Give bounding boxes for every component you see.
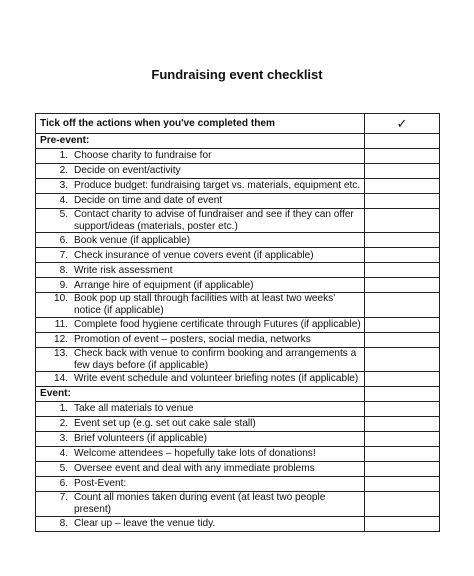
item-text: Event set up (e.g. set out cake sale stall)	[74, 418, 256, 430]
checklist-item	[36, 149, 440, 164]
tick-cell[interactable]	[365, 194, 440, 209]
item-text: Check insurance of venue covers event (if applicable)	[74, 249, 314, 261]
item-cell	[36, 372, 365, 387]
item-cell	[36, 447, 365, 462]
checklist-item	[36, 462, 440, 477]
item-text: Write risk assessment	[74, 264, 173, 276]
tick-cell[interactable]	[365, 248, 440, 263]
item-text: Write event schedule and volunteer briefing notes (if applicable)	[74, 373, 359, 385]
item-number: 3.	[59, 180, 68, 192]
item-cell	[36, 233, 365, 248]
checklist-item	[36, 447, 440, 462]
checklist-item	[36, 263, 440, 278]
item-text: Arrange hire of equipment (if applicable)	[74, 279, 254, 291]
checklist-table	[35, 113, 440, 532]
tick-cell[interactable]	[365, 477, 440, 492]
tick-cell[interactable]	[365, 209, 440, 233]
header-label: Tick off the actions when you've completed them	[36, 114, 365, 134]
item-cell	[36, 462, 365, 477]
tick-cell[interactable]	[365, 179, 440, 194]
item-cell	[36, 179, 365, 194]
checklist-item	[36, 347, 440, 371]
item-text: Book venue (if applicable)	[74, 234, 191, 246]
item-cell	[36, 293, 365, 317]
checklist-item	[36, 317, 440, 332]
item-number: 4.	[59, 195, 68, 207]
item-cell	[36, 248, 365, 263]
checklist-item	[36, 278, 440, 293]
tick-cell[interactable]	[365, 402, 440, 417]
tick-cell[interactable]	[365, 387, 440, 402]
item-cell	[36, 317, 365, 332]
checklist-item	[36, 402, 440, 417]
item-number: 1.	[59, 150, 68, 162]
checklist-item	[36, 209, 440, 233]
item-text: Promotion of event – posters, social media, networks	[74, 333, 311, 345]
item-text: Decide on time and date of event	[74, 195, 223, 207]
tick-cell[interactable]	[365, 447, 440, 462]
checklist-item	[36, 477, 440, 492]
tick-cell[interactable]	[365, 516, 440, 531]
tick-cell[interactable]	[365, 317, 440, 332]
checklist-item	[36, 164, 440, 179]
item-text: Oversee event and deal with any immediate problems	[74, 463, 315, 475]
item-number: 7.	[59, 492, 68, 504]
item-text: Decide on event/activity	[74, 165, 181, 177]
checklist-item	[36, 492, 440, 516]
item-cell	[36, 332, 365, 347]
tick-cell[interactable]	[365, 432, 440, 447]
item-text: Contact charity to advise of fundraiser and see if they can offer support/ideas (materials, poster etc.)	[74, 209, 354, 232]
item-cell	[36, 347, 365, 371]
item-text: Check back with venue to confirm booking and arrangements a few days before (if applicable)	[74, 347, 357, 371]
tick-cell[interactable]	[365, 332, 440, 347]
item-text: Complete food hygiene certificate through Futures (if applicable)	[74, 318, 361, 330]
tick-cell[interactable]	[365, 462, 440, 477]
item-cell	[36, 477, 365, 492]
checklist-item	[36, 372, 440, 387]
item-number: 2.	[59, 418, 68, 430]
item-number: 3.	[59, 433, 68, 445]
item-text: Clear up – leave the venue tidy.	[74, 517, 216, 529]
checklist-item	[36, 332, 440, 347]
checklist-item	[36, 233, 440, 248]
item-number: 5.	[59, 463, 68, 475]
checkmark-icon: ✓	[396, 115, 408, 131]
item-number: 2.	[59, 165, 68, 177]
checklist-item	[36, 248, 440, 263]
tick-cell[interactable]	[365, 134, 440, 149]
section-heading: Pre-event:	[36, 134, 365, 149]
item-number: 7.	[59, 249, 68, 261]
item-text: Post-Event:	[74, 478, 127, 490]
item-text: Choose charity to fundraise for	[74, 150, 212, 162]
section-row	[36, 387, 440, 402]
tick-cell[interactable]	[365, 263, 440, 278]
item-number: 12.	[53, 333, 68, 345]
tick-cell[interactable]	[365, 417, 440, 432]
item-text: Welcome attendees – hopefully take lots of donations!	[74, 448, 316, 460]
checklist-item	[36, 194, 440, 209]
item-number: 6.	[59, 234, 68, 246]
tick-column-header	[365, 114, 440, 134]
item-cell	[36, 209, 365, 233]
checklist-item	[36, 417, 440, 432]
tick-cell[interactable]	[365, 233, 440, 248]
tick-cell[interactable]	[365, 492, 440, 516]
section-row	[36, 134, 440, 149]
item-number: 6.	[59, 478, 68, 490]
item-cell	[36, 417, 365, 432]
tick-cell[interactable]	[365, 293, 440, 317]
page-title: Fundraising event checklist	[151, 67, 323, 82]
item-cell	[36, 492, 365, 516]
item-number: 11.	[54, 318, 68, 330]
item-text: Brief volunteers (if applicable)	[74, 433, 207, 445]
item-cell	[36, 278, 365, 293]
item-number: 10.	[53, 293, 68, 305]
item-number: 13.	[53, 347, 68, 359]
tick-cell[interactable]	[365, 149, 440, 164]
item-number: 14.	[53, 373, 68, 385]
header-row	[36, 114, 440, 134]
item-cell	[36, 149, 365, 164]
tick-cell[interactable]	[365, 164, 440, 179]
item-cell	[36, 263, 365, 278]
item-text: Count all monies taken during event (at least two people present)	[74, 492, 326, 515]
item-text: Produce budget: fundraising target vs. materials, equipment etc.	[74, 180, 361, 192]
item-number: 8.	[59, 517, 68, 529]
item-cell	[36, 194, 365, 209]
item-text: Take all materials to venue	[74, 403, 194, 415]
item-number: 8.	[59, 264, 68, 276]
item-number: 9.	[59, 279, 68, 291]
item-number: 4.	[59, 448, 68, 460]
tick-cell[interactable]	[365, 347, 440, 371]
item-cell	[36, 516, 365, 531]
item-text: Book pop up stall through facilities with at least two weeks' notice (if applicable)	[74, 293, 336, 317]
tick-cell[interactable]	[365, 372, 440, 387]
checklist-item	[36, 179, 440, 194]
item-number: 5.	[59, 209, 68, 220]
section-heading: Event:	[36, 387, 365, 402]
checklist-item	[36, 516, 440, 531]
item-cell	[36, 432, 365, 447]
tick-cell[interactable]	[365, 278, 440, 293]
item-number: 1.	[59, 403, 68, 415]
item-cell	[36, 402, 365, 417]
checklist-item	[36, 432, 440, 447]
item-cell	[36, 164, 365, 179]
checklist-item	[36, 293, 440, 317]
